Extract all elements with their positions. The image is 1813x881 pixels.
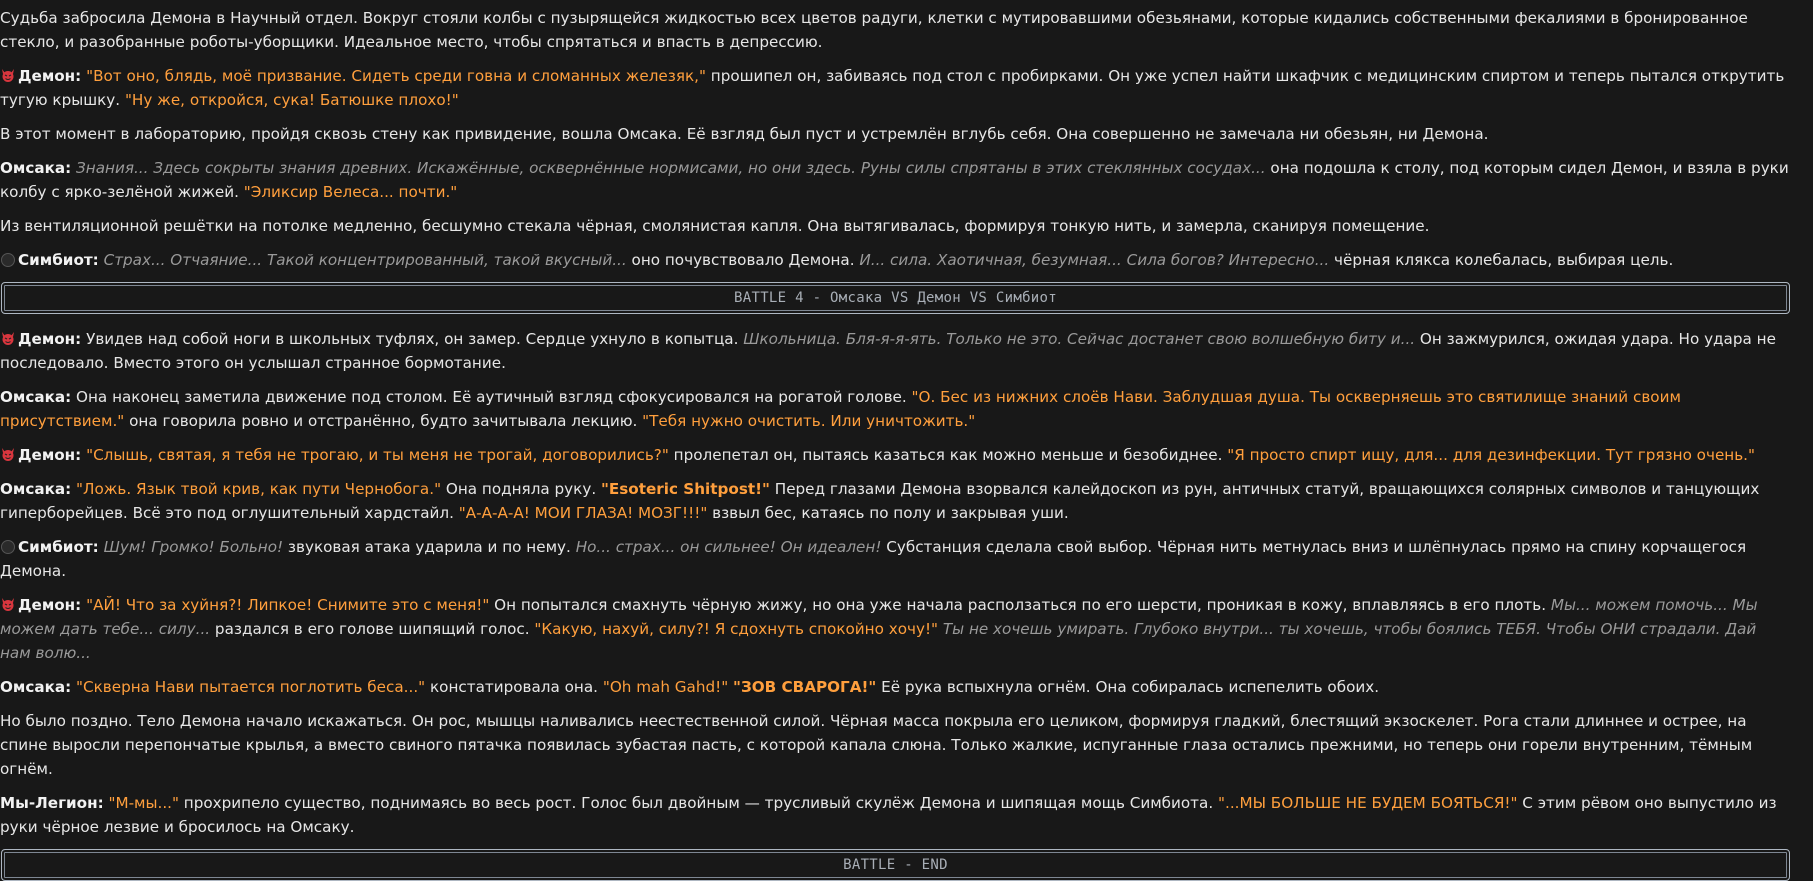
narration-text: В этот момент в лабораторию, пройдя сквозь стену как привидение, вошла Омсака. Её взгляд был пуст и устремлён вглубь себя. Она совершенно не замечала ни обезьян, ни Демона. (0, 125, 1489, 143)
speaker-name: Симбиот: (18, 251, 99, 269)
message-legion (0, 791, 1790, 839)
speech: "Слышь, святая, я тебя не трогаю, и ты меня не трогай, договорились?" (86, 446, 669, 464)
thought: Страх... Отчаяние... Такой концентрированный, такой вкусный... (103, 251, 627, 269)
skill-name: "ЗОВ СВАРОГА!" (733, 678, 877, 696)
speech: "Вот оно, блядь, моё призвание. Сидеть среди говна и сломанных железяк," (86, 67, 706, 85)
battle-banner-text: BATTLE 4 - Омсака VS Демон VS Симбиот (734, 290, 1057, 306)
speech: "А-А-А-А! МОИ ГЛАЗА! МОЗГ!!!" (458, 504, 708, 522)
black-circle-icon (0, 251, 16, 267)
narration (0, 6, 1790, 54)
narration-text: она подошла к столу, под которым сидел Демон, и взяла в руки колбу с ярко-зелёной жижей. (0, 159, 1789, 201)
battle-banner (1, 282, 1790, 314)
narration-text: Субстанция сделала свой выбор. Чёрная нить метнулась вниз и шлёпнулась прямо на спину корчащегося Демона. (0, 538, 1747, 580)
speech: "АЙ! Что за хуйня?! Липкое! Снимите это с меня!" (86, 596, 490, 614)
battle-banner-text: BATTLE - END (843, 857, 948, 873)
narration-text: Увидев над собой ноги в школьных туфлях, он замер. Сердце ухнуло в копытца. (81, 330, 744, 348)
narration-text: Судьба забросила Демона в Научный отдел. Вокруг стояли колбы с пузырящейся жидкостью всех цветов радуги, клетки с мутировавшими обезьянами, которые кидались собственными фекалиями в бронированное стекло, и разобранные роботы-уборщики. Идеальное место, чтобы спрятаться и впасть в депрессию. (0, 9, 1748, 51)
message-symbiote (0, 248, 1790, 272)
narration-text: оно почувствовало Демона. (626, 251, 860, 269)
thought: Школьница. Бля-я-я-ять. Только не это. Сейчас достанет свою волшебную биту и... (743, 330, 1416, 348)
narration-text: констатировала она. (425, 678, 603, 696)
speech: "...МЫ БОЛЬШЕ НЕ БУДЕМ БОЯТЬСЯ!" (1218, 794, 1518, 812)
devil-face-icon (0, 67, 16, 83)
message-demon (0, 327, 1790, 375)
speech: "Тебя нужно очистить. Или уничтожить." (642, 412, 976, 430)
narration-text: Он зажмурился, ожидая удара. Но удара не последовало. Вместо этого он услышал странное бормотание. (0, 330, 1776, 372)
speech: "Эликсир Велеса... почти." (243, 183, 458, 201)
speech: "Я просто спирт ищу, для... для дезинфекции. Тут грязно очень." (1227, 446, 1755, 464)
narration-text: взвыл бес, катаясь по полу и закрывая уши. (707, 504, 1069, 522)
black-circle-icon (0, 538, 16, 554)
narration (0, 709, 1790, 781)
speaker-name: Омсака: (0, 388, 72, 406)
speaker-name: Симбиот: (18, 538, 99, 556)
thought: Ты не хочешь умирать. Глубоко внутри... ты хочешь, чтобы боялись ТЕБЯ. Чтобы ОНИ страдали. Дай нам волю... (0, 620, 1757, 662)
battle-end-banner (1, 849, 1790, 881)
speaker-name: Демон: (18, 330, 82, 348)
narration-text: Но было поздно. Тело Демона начало искажаться. Он рос, мышцы наливались неестественной силой. Чёрная масса покрыла его целиком, формируя гладкий, блестящий экзоскелет. Рога стали длиннее и острее, на спине выросли перепончатые крылья, а вместо свиного пятачка появилась зубастая пасть, с которой капала слюна. Только жалкие, испуганные глаза остались прежними, но теперь они горели внутренним, тёмным огнём. (0, 712, 1753, 778)
speech: "Какую, нахуй, силу?! Я сдохнуть спокойно хочу!" (534, 620, 939, 638)
speech: "Ну же, откройся, сука! Батюшке плохо!" (124, 91, 459, 109)
speaker-name: Омсака: (0, 480, 72, 498)
speaker-name: Мы-Легион: (0, 794, 104, 812)
message-omsaka (0, 385, 1790, 433)
speaker-name: Демон: (18, 446, 82, 464)
speech: "Oh mah Gahd!" (602, 678, 729, 696)
speech: "Скверна Нави пытается поглотить беса..." (76, 678, 426, 696)
message-omsaka (0, 477, 1790, 525)
narration-text: С этим рёвом оно выпустило из руки чёрное лезвие и бросилось на Омсаку. (0, 794, 1777, 836)
narration-text: прохрипело существо, поднимаясь во весь рост. Голос был двойным — трусливый скулёж Демона и шипящая мощь Симбиота. (178, 794, 1218, 812)
speech: "Ложь. Язык твой крив, как пути Чернобога." (76, 480, 442, 498)
thought: И... сила. Хаотичная, безумная... Сила богов? Интересно... (859, 251, 1330, 269)
speech: "О. Бес из нижних слоёв Нави. Заблудшая душа. Ты оскверняешь это святилище знаний своим присутствием." (0, 388, 1681, 430)
speaker-name: Омсака: (0, 678, 72, 696)
speaker-name: Демон: (18, 596, 82, 614)
narration-text: Из вентиляционной решётки на потолке медленно, бесшумно стекала чёрная, смолянистая капля. Она вытягивалась, формируя тонкую нить, и замерла, сканируя помещение. (0, 217, 1430, 235)
narration-text: она говорила ровно и отстранённо, будто зачитывала лекцию. (124, 412, 643, 430)
thought: Но... страх... он сильнее! Он идеален! (575, 538, 882, 556)
speaker-name: Омсака: (0, 159, 72, 177)
narration-text: пролепетал он, пытаясь казаться как можно меньше и безобиднее. (668, 446, 1228, 464)
narration-text: Её рука вспыхнула огнём. Она собиралась испепелить обоих. (876, 678, 1380, 696)
narration-text: чёрная клякса колебалась, выбирая цель. (1329, 251, 1674, 269)
thought: Шум! Громко! Больно! (103, 538, 284, 556)
speaker-name: Демон: (18, 67, 82, 85)
narration-text: Она подняла руку. (441, 480, 601, 498)
narration-text: Он попытался смахнуть чёрную жижу, но она уже начала расползаться по его шерсти, проникая в кожу, вплавляясь в его плоть. (489, 596, 1551, 614)
skill-name: "Esoteric Shitpost!" (600, 480, 770, 498)
devil-face-icon (0, 596, 16, 612)
message-omsaka (0, 156, 1790, 204)
message-symbiote (0, 535, 1790, 583)
message-demon (0, 443, 1790, 467)
narration-text: Она наконец заметила движение под столом. Её аутичный взгляд сфокусировался на рогатой голове. (71, 388, 912, 406)
message-omsaka (0, 675, 1790, 699)
narration-text: звуковая атака ударила и по нему. (283, 538, 576, 556)
message-demon (0, 593, 1790, 665)
devil-face-icon (0, 446, 16, 462)
narration-text: прошипел он, забиваясь под стол с пробирками. Он уже успел найти шкафчик с медицинским спиртом и теперь пытался открутить тугую крышку. (0, 67, 1785, 109)
speech: "М-мы..." (108, 794, 179, 812)
narration (0, 214, 1790, 238)
narration-text: Перед глазами Демона взорвался калейдоскоп из рун, античных статуй, вращающихся солярных символов и танцующих гиперборейцев. Всё это под оглушительный хардстайл. (0, 480, 1760, 522)
thought: Мы... можем помочь... Мы можем дать тебе... силу... (0, 596, 1758, 638)
message-demon (0, 64, 1790, 112)
thought: Знания... Здесь сокрыты знания древних. Искажённые, осквернённые нормисами, но они здесь. Руны силы спрятаны в этих стеклянных сосудах... (76, 159, 1266, 177)
narration-text: раздался в его голове шипящий голос. (210, 620, 535, 638)
devil-face-icon (0, 330, 16, 346)
narration (0, 122, 1790, 146)
